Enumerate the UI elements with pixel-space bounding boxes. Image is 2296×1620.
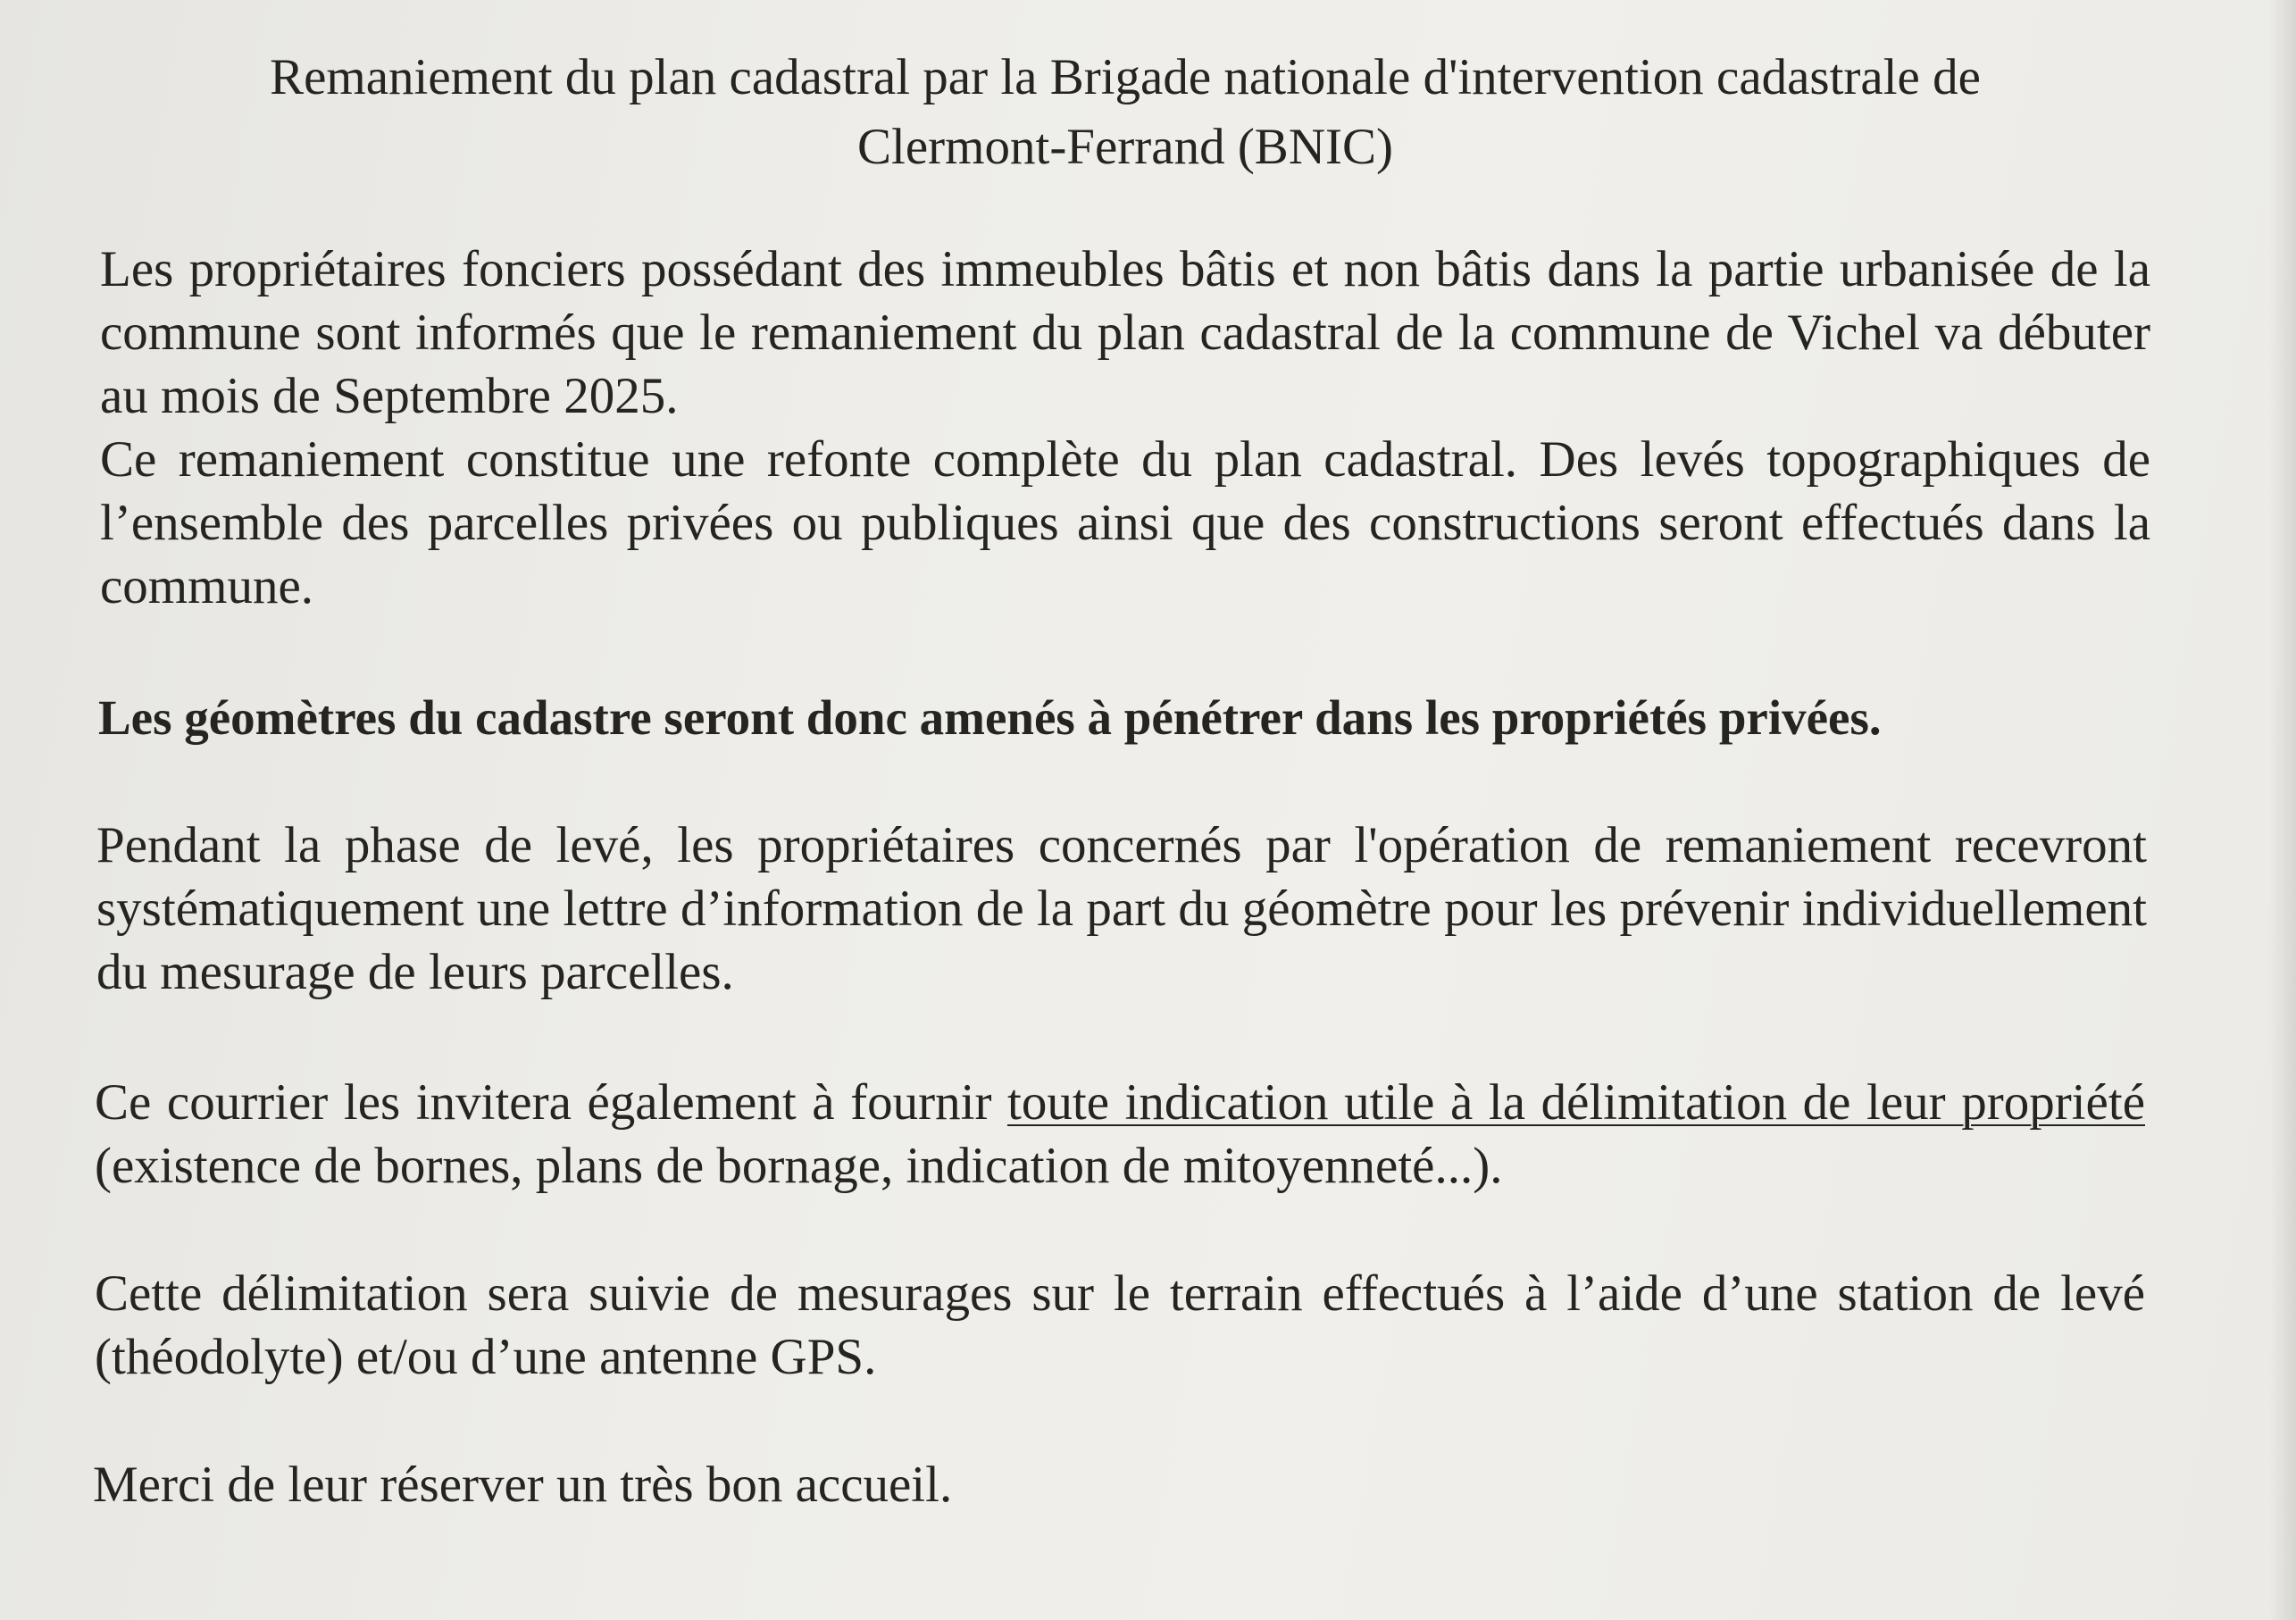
paragraph-intro-continuation: Ce remaniement constitue une refonte complète du plan cadastral. Des levés topographiques de l’ensemble des parcelles privées ou publiques ainsi que des constructions seront effectués dans la commune. (100, 431, 2150, 614)
closing-line: Merci de leur réserver un très bon accueil. (93, 1457, 953, 1513)
paper-edge-shadow (2269, 0, 2296, 1620)
paragraph-letter-end: (existence de bornes, plans de bornage, indication de mitoyenneté...). (95, 1138, 1503, 1194)
bold-warning: Les géomètres du cadastre seront donc amenés à pénétrer dans les propriétés privées. (98, 690, 1882, 745)
paragraph-letter-start: Ce courrier les invitera également à fournir (95, 1074, 1008, 1131)
paragraph-letter-underlined: toute indication utile à la délimitation de leur propriété (1007, 1074, 2145, 1131)
paragraph-intro (100, 238, 2150, 618)
paragraph-intro-text: Les propriétaires fonciers possédant des immeubles bâtis et non bâtis dans la partie urbanisée de la commune sont informés que le remaniement du plan cadastral de la commune de Vichel va débuter au mois de Septembre 2025. (100, 241, 2150, 424)
paragraph-measurement: Cette délimitation sera suivie de mesurages sur le terrain effectués à l’aide d’une station de levé (théodolyte) et/ou d’une antenne GPS. (95, 1265, 2145, 1385)
paragraph-letter (95, 1071, 2145, 1198)
notice-title: Remaniement du plan cadastral par la Brigade nationale d'intervention cadastrale de Clermont-Ferrand (BNIC) (270, 49, 1981, 175)
paragraph-survey-phase: Pendant la phase de levé, les propriétaires concernés par l'opération de remaniement recevront systématiquement une lettre d’information de la part du géomètre pour les prévenir individuellement du mesurage de leurs parcelles. (96, 817, 2147, 1000)
